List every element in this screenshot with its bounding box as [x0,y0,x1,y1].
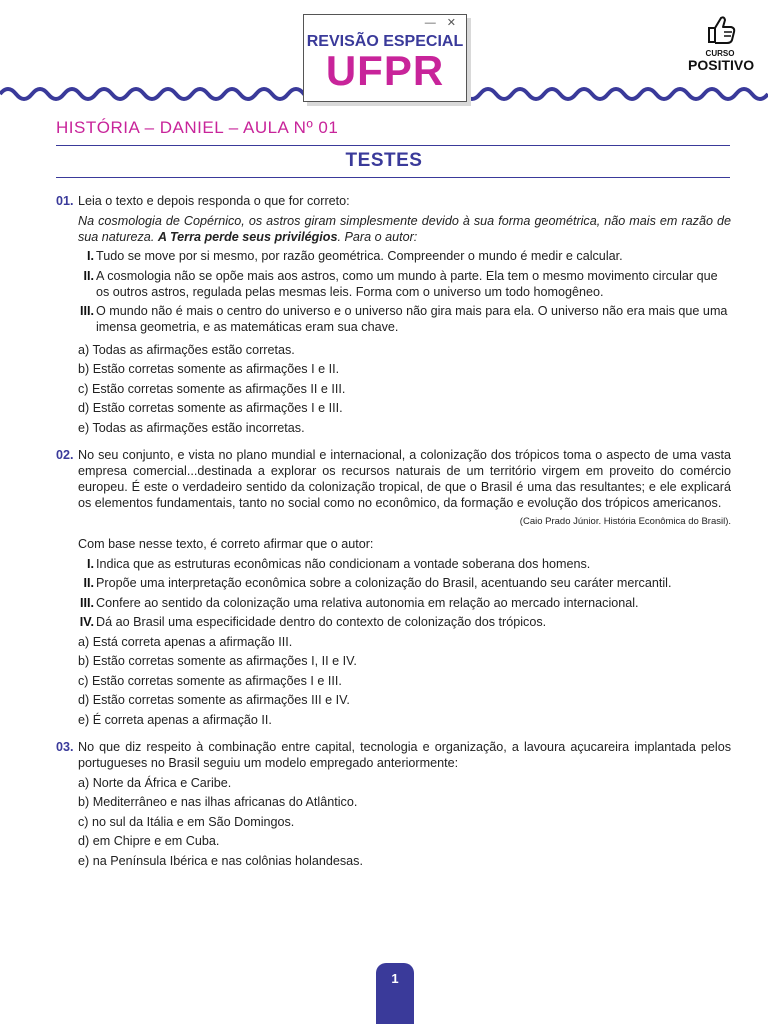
question-03 [56,739,731,869]
statement-text: Dá ao Brasil uma especificidade dentro do contexto de colonização dos trópicos. [96,615,547,629]
statement-text: Tudo se move por si mesmo, por razão geométrica. Compreender o mundo é medir e calcular. [96,249,623,263]
statement-text: A cosmologia não se opõe mais aos astros, como um mundo à parte. Ela tem o mesmo movimento circular que os outros astros, regulada pelas mesmas leis. Forma com o universo um todo homogêneo. [96,268,718,299]
question-number: 02. [56,448,74,462]
statement-text: O mundo não é mais o centro do universo e o universo não gira mais para ela. O universo não era mais que uma imensa geometria, e as matemáticas eram sua chave. [96,304,728,334]
revisao-especial-logo [303,14,467,102]
brand-positivo: POSITIVO [688,57,755,73]
statement-number: III. [80,304,94,318]
divider-bottom [56,177,730,178]
answer-option[interactable]: d) Estão corretas somente as afirmações I e III. [78,401,343,415]
statement [78,248,731,264]
answer-option[interactable]: d) Estão corretas somente as afirmações III e IV. [78,693,350,707]
questions-body [56,193,731,872]
answer-option[interactable]: b) Mediterrâneo e nas ilhas africanas do Atlântico. [78,795,358,809]
divider-top [56,145,730,146]
page-number: 1 [376,963,414,1024]
statement [78,595,731,611]
answer-option[interactable]: a) Está correta apenas a afirmação III. [78,634,293,649]
question-quote [78,213,731,245]
statement-text: Confere ao sentido da colonização uma relativa autonomia em relação ao mercado internacional. [96,595,639,610]
statement-text: Indica que as estruturas econômicas não condicionam a vontade soberana dos homens. [96,556,591,571]
brand-curso: CURSO [705,49,735,58]
statement-number: II. [83,576,94,590]
quote-end: . Para o autor: [337,229,418,244]
quote-text: Na cosmologia de Copérnico, os astros giram simplesmente devido à sua forma geométrica, não mais em razão de sua natureza. [78,213,731,244]
statement-number: III. [80,595,94,610]
answer-option[interactable]: c) Estão corretas somente as afirmações I e III. [78,673,342,688]
answer-option[interactable]: b) Estão corretas somente as afirmações I e II. [78,362,340,376]
answer-option[interactable]: a) Todas as afirmações estão corretas. [78,342,295,357]
question-prompt: Com base nesse texto, é correto afirmar que o autor: [78,537,374,551]
question-number: 03. [56,740,74,754]
window-controls: — ✕ [424,17,460,29]
question-number: 01. [56,194,74,208]
statement [78,268,731,300]
statement [78,556,731,572]
question-intro: Leia o texto e depois responda o que for correto: [78,194,350,208]
statement-number: I. [87,556,94,571]
statement [78,614,731,630]
question-01 [56,193,731,436]
question-text: No seu conjunto, e vista no plano mundial e internacional, a colonização dos trópicos toma o aspecto de uma vasta empresa comercial...destinada a explorar os recursos naturais de um território virgem em proveito do comércio europeu. É este o verdadeiro sentido da colonização tropical, de que o Brasil é uma das resultantes; e ele explicará os elementos fundamentais, tanto no social como no econômico, da formação e evolução dos trópicos americanos. [78,448,731,510]
section-title: TESTES [345,150,423,171]
question-text: No que diz respeito à combinação entre capital, tecnologia e organização, a lavoura açucareira implantada pelos portugueses no Brasil seguiu um modelo empregado anteriormente: [78,740,731,770]
answer-option[interactable]: c) Estão corretas somente as afirmações II e III. [78,381,346,396]
statement-text: Propõe uma interpretação econômica sobre a colonização do Brasil, acentuando seu caráter mercantil. [96,576,672,590]
statement-number: I. [87,249,94,263]
statement [78,303,731,335]
quote-emphasis: A Terra perde seus privilégios [157,229,338,244]
answer-option[interactable]: e) É correta apenas a afirmação II. [78,712,272,727]
question-02 [56,447,731,728]
thumbs-up-icon [703,14,737,44]
answer-option[interactable]: c) no sul da Itália e em São Domingos. [78,814,295,829]
lesson-title: HISTÓRIA – DANIEL – AULA Nº 01 [56,118,339,137]
statement-number: II. [83,268,94,283]
answer-option[interactable]: e) na Península Ibérica e nas colônias holandesas. [78,853,363,868]
answer-option[interactable]: b) Estão corretas somente as afirmações I, II e IV. [78,654,357,668]
answer-option[interactable]: e) Todas as afirmações estão incorretas. [78,420,305,435]
statement-number: IV. [79,615,94,629]
answer-option[interactable]: d) em Chipre e em Cuba. [78,834,220,848]
logo-title-line2: UFPR [325,47,445,94]
citation: (Caio Prado Júnior. História Econômica do Brasil). [519,516,731,527]
answer-option[interactable]: a) Norte da África e Caribe. [78,775,232,790]
logo-title-line1: REVISÃO ESPECIAL [306,33,464,50]
curso-positivo-logo [688,14,755,73]
statement [78,575,731,591]
